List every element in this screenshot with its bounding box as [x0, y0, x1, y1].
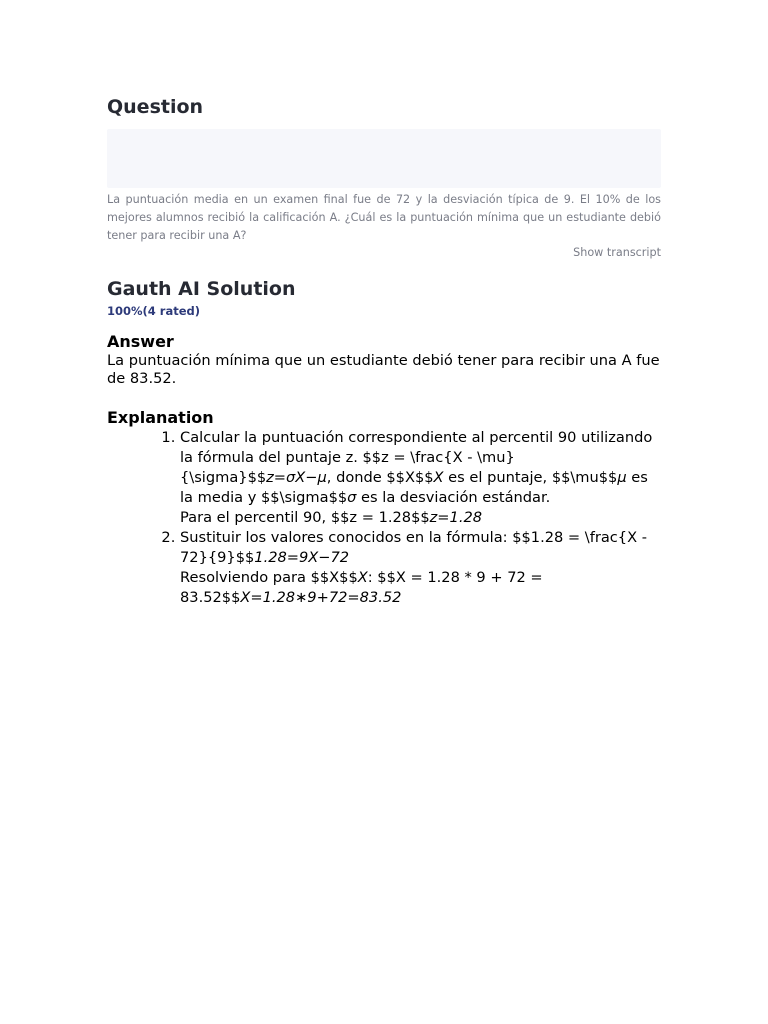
step-text: es la desviación estándar. — [356, 489, 551, 506]
question-heading: Question — [107, 96, 204, 118]
step-text: Sustituir los valores conocidos en la fórmula: $$1.28 = \frac{X - 72}{9}$$ — [180, 529, 647, 566]
step-item — [180, 428, 661, 528]
explanation-heading: Explanation — [107, 408, 214, 427]
explanation-steps — [107, 428, 661, 608]
math-formula: X — [357, 569, 368, 586]
question-text: La puntuación media en un examen final fue de 72 y la desviación típica de 9. El 10% de los mejores alumnos recibió la calificación A. ¿Cuál es la puntuación mínima que un estudiante debió tener para recibir una A? — [107, 193, 661, 242]
step-text: : $$X = 1.28 * 9 + 72 = 83.52$$ — [180, 569, 543, 606]
show-transcript-link[interactable]: Show transcript — [573, 246, 661, 259]
rating-badge: 100%(4 rated) — [107, 304, 201, 318]
step-item — [180, 528, 661, 608]
solution-heading: Gauth AI Solution — [107, 278, 296, 300]
math-formula: X=1.28∗9+72=83.52 — [240, 589, 402, 606]
math-formula: X — [433, 469, 444, 486]
math-formula: μ — [617, 469, 627, 486]
step-text: es la media y $$\sigma$$ — [180, 469, 648, 506]
page-content — [107, 95, 661, 608]
math-formula: z=1.28 — [429, 509, 483, 526]
question-image-placeholder — [107, 129, 661, 188]
step-text: Calcular la puntuación correspondiente al percentil 90 utilizando la fórmula del puntaje z. $$z = \frac{X - \mu}{\sigma}$$ — [180, 429, 653, 486]
math-formula: 1.28=9X−72 — [254, 549, 350, 566]
step-text: , donde $$X$$ — [326, 469, 434, 486]
math-formula: z=σX−μ — [266, 469, 327, 486]
step-text: Para el percentil 90, $$z = 1.28$$ — [180, 509, 430, 526]
math-formula: σ — [347, 489, 357, 506]
step-text: Resolviendo para $$X$$ — [180, 569, 358, 586]
answer-text: La puntuación mínima que un estudiante debió tener para recibir una A fue de 83.52. — [107, 352, 660, 387]
step-text: es el puntaje, $$\mu$$ — [443, 469, 618, 486]
answer-heading: Answer — [107, 332, 174, 351]
